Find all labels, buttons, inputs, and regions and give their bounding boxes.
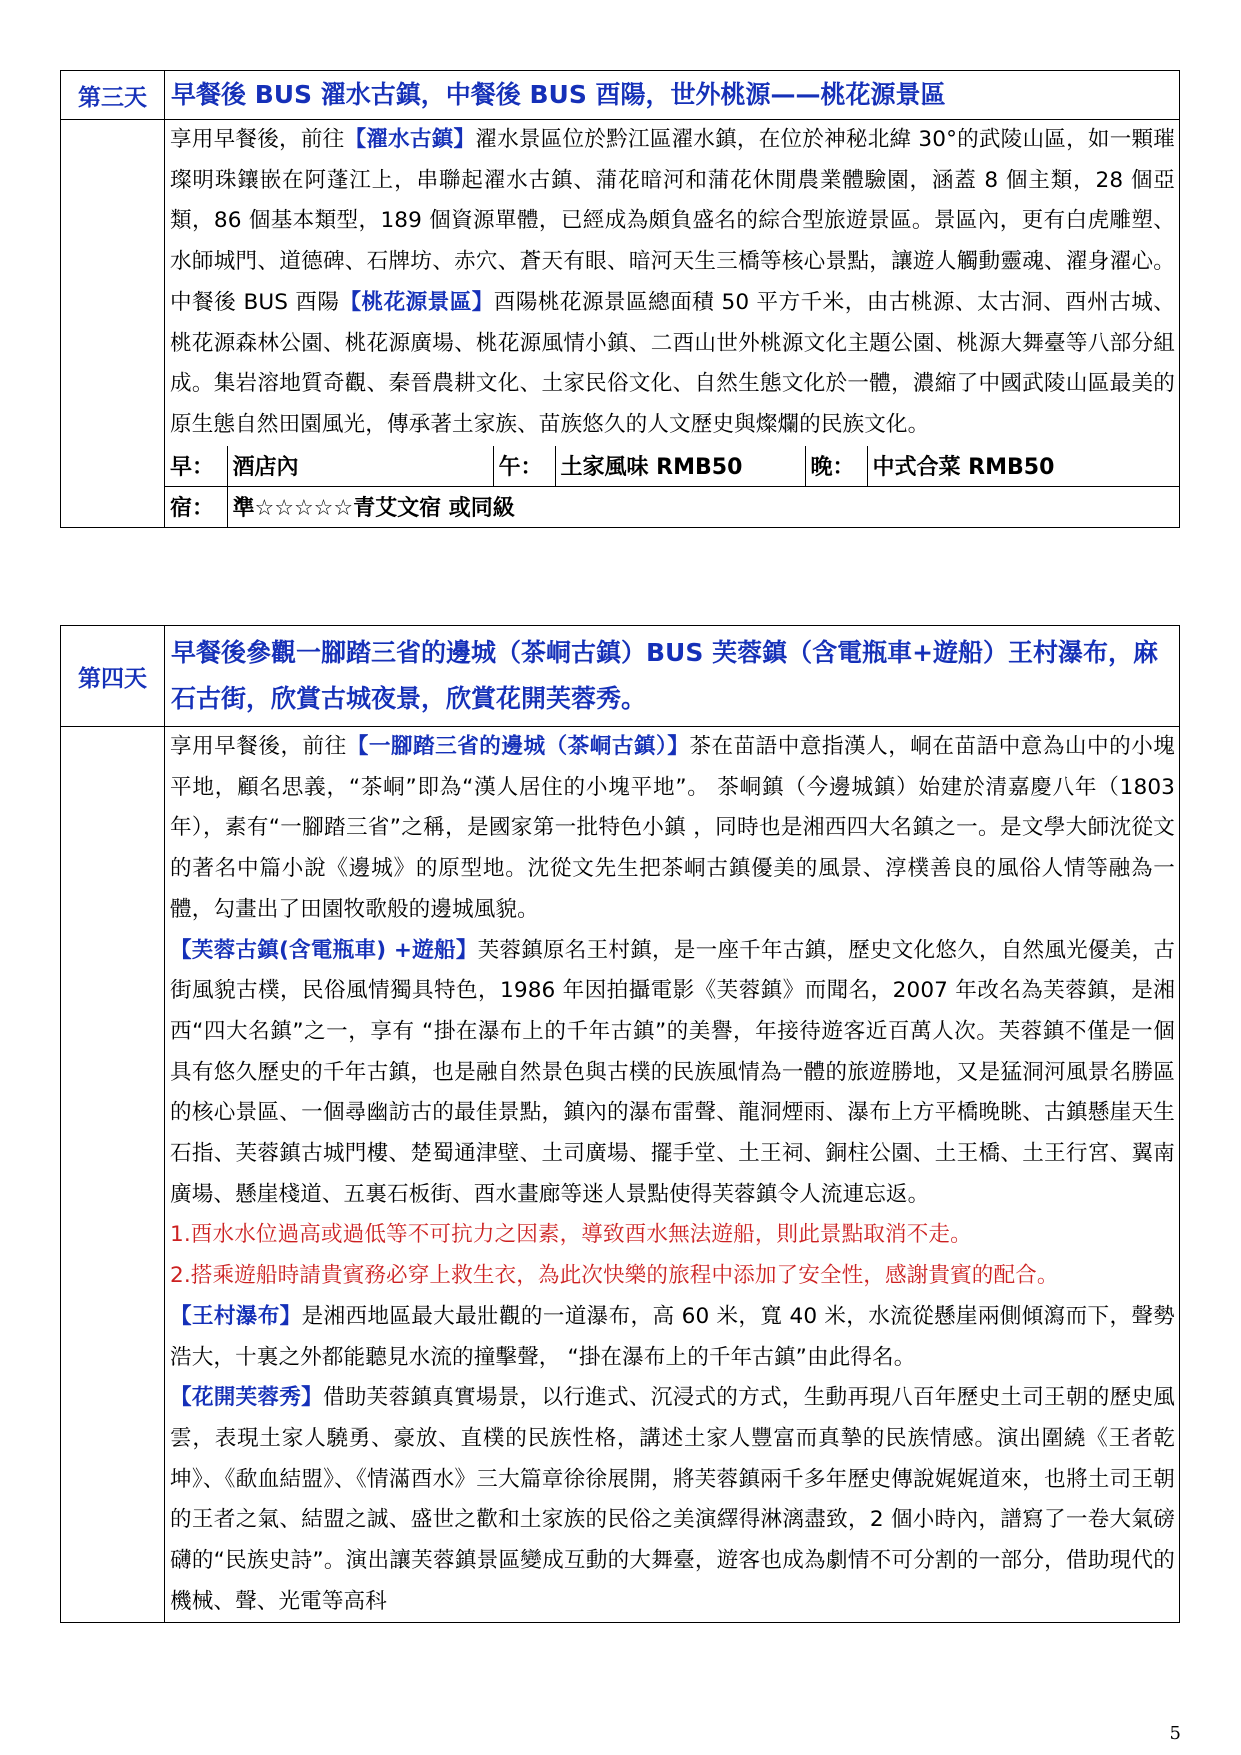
day4-note-1: 1.酉水水位過高或過低等不可抗力之因素，導致酉水無法遊船，則此景點取消不走。 — [170, 1222, 972, 1248]
day4-text-2: 茶在苗語中意指漢人，峒在苗語中意為山中的小塊平地，顧名思義，“茶峒”即為“漢人居住的小塊平地”。 茶峒鎮（今邊城鎮）始建於清嘉慶八年（1803 年），素有“一腳踏三省”之稱，是國家第一批特色小鎮 ，同時也是湘西四大名鎮之一。是文學大師沈從文的著名中篇小說《邊城》的原型地。沈從文先生把茶峒古鎮優美的風景、淳樸善良的風俗人情等融為一體，勾畫出了田園牧歌般的邊城風貌。 — [170, 734, 1175, 922]
day3-text-2: 濯水景區位於黔江區濯水鎮，在位於神秘北緯 30°的武陵山區，如一顆璀璨明珠鑲嵌在阿蓬江上，串聯起濯水古鎮、蒲花暗河和蒲花休閒農業體驗園，涵蓋 8 個主類，28 個亞類，86 個基本類型，189 個資源單體，已經成為頗負盛名的綜合型旅遊景區。景區內，更有白虎雕塑、水師城門、道德碑、石牌坊、赤穴、蒼天有眼、暗河天生三橋等核心景點，讓遊人觸動靈魂、濯身濯心。中餐後 BUS 酉陽 — [170, 127, 1175, 315]
breakfast-label: 早： — [165, 446, 227, 487]
day4-title: 早餐後參觀一腳踏三省的邊城（茶峒古鎮）BUS 芙蓉鎮（含電瓶車+遊船）王村瀑布，麻石古街，欣賞古城夜景，欣賞花開芙蓉秀。 — [165, 626, 1180, 727]
day4-note-2: 2.搭乘遊船時請貴賓務必穿上救生衣，為此次快樂的旅程中添加了安全性，感謝貴賓的配合。 — [170, 1263, 1059, 1289]
day4-keyword-furong: 【芙蓉古鎮(含電瓶車) +遊船】 — [170, 937, 478, 963]
day4-description — [165, 727, 1179, 1622]
day3-description — [165, 120, 1179, 446]
day3-text-1: 享用早餐後，前往 — [170, 127, 345, 152]
day3-label: 第三天 — [61, 71, 165, 120]
day4-left-blank — [61, 727, 165, 1623]
day3-keyword-zhuoshui: 【濯水古鎮】 — [344, 127, 476, 152]
day4-keyword-show: 【花開芙蓉秀】 — [170, 1385, 323, 1411]
stay-label: 宿： — [165, 486, 227, 527]
dinner-label: 晚： — [805, 446, 867, 487]
day4-table — [60, 625, 1180, 1623]
page-number: 5 — [1169, 1723, 1181, 1744]
day3-meals-table — [165, 446, 1179, 527]
stay-value: 準☆☆☆☆☆青艾文宿 或同級 — [227, 486, 1179, 527]
day4-text-3: 芙蓉鎮原名王村鎮，是一座千年古鎮，歷史文化悠久，自然風光優美，古街風貌古樸，民俗風情獨具特色，1986 年因拍攝電影《芙蓉鎮》而聞名，2007 年改名為芙蓉鎮，是湘西“四大名鎮”之一，享有 “掛在瀑布上的千年古鎮”的美譽，年接待遊客近百萬人次。芙蓉鎮不僅是一個具有悠久歷史的千年古鎮，也是融自然景色與古樸的民族風情為一體的旅遊勝地，又是猛洞河風景名勝區的核心景區、一個尋幽訪古的最佳景點，鎮內的瀑布雷聲、龍洞煙雨、瀑布上方平橋晚眺、古鎮懸崖天生石指、芙蓉鎮古城門樓、楚蜀通津壁、土司廣場、擺手堂、土王祠、銅柱公園、土王橋、土王行宮、翼南廣場、懸崖棧道、五裏石板街、酉水畫廊等迷人景點使得芙蓉鎮令人流連忘返。 — [170, 937, 1176, 1207]
day3-table — [60, 70, 1180, 528]
lunch-value: 土家風味 RMB50 — [555, 446, 805, 487]
day3-title: 早餐後 BUS 濯水古鎮，中餐後 BUS 酉陽，世外桃源——桃花源景區 — [165, 71, 1180, 120]
day3-left-blank — [61, 120, 165, 528]
day4-label: 第四天 — [61, 626, 165, 727]
dinner-value: 中式合菜 RMB50 — [872, 455, 1055, 481]
day4-text-1: 享用早餐後，前往 — [170, 734, 347, 759]
day3-text-3: 酉陽桃花源景區總面積 50 平方千米，由古桃源、太古洞、酉州古城、桃花源森林公園、桃花源廣場、桃花源風情小鎮、二酉山世外桃源文化主題公園、桃源大舞臺等八部分組成。集岩溶地質奇觀、秦晉農耕文化、土家民俗文化、自然生態文化於一體，濃縮了中國武陵山區最美的原生態自然田園風光，傳承著土家族、苗族悠久的人文歷史與燦爛的民族文化。 — [170, 289, 1176, 437]
breakfast-value: 酒店內 — [227, 446, 493, 487]
lunch-label: 午： — [493, 446, 555, 487]
day4-text-4: 是湘西地區最大最壯觀的一道瀑布，高 60 米，寬 40 米，水流從懸崖兩側傾瀉而下，聲勢浩大，十裏之外都能聽見水流的撞擊聲， “掛在瀑布上的千年古鎮”由此得名。 — [170, 1303, 1176, 1370]
day4-content — [165, 727, 1180, 1623]
day4-text-5: 借助芙蓉鎮真實場景，以行進式、沉浸式的方式，生動再現八百年歷史土司王朝的歷史風雲，表現土家人驍勇、豪放、直樸的民族性格，講述土家人豐富而真摯的民族情感。演出圍繞《王者乾坤》、《歃血結盟》、《情滿酉水》三大篇章徐徐展開，將芙蓉鎮兩千多年歷史傳說娓娓道來，也將土司王朝的王者之氣、結盟之誠、盛世之歡和土家族的民俗之美演繹得淋漓盡致，2 個小時內，譜寫了一卷大氣磅礴的“民族史詩”。演出讓芙蓉鎮景區變成互動的大舞臺，遊客也成為劇情不可分割的一部分，借助現代的機械、聲、光電等高科 — [170, 1385, 1176, 1614]
day3-content — [165, 120, 1180, 528]
day4-keyword-wangcun: 【王村瀑布】 — [170, 1303, 302, 1329]
day3-keyword-taohuayuan: 【桃花源景區】 — [339, 289, 494, 315]
day4-keyword-biancheng: 【一腳踏三省的邊城（茶峒古鎮）】 — [346, 734, 690, 759]
